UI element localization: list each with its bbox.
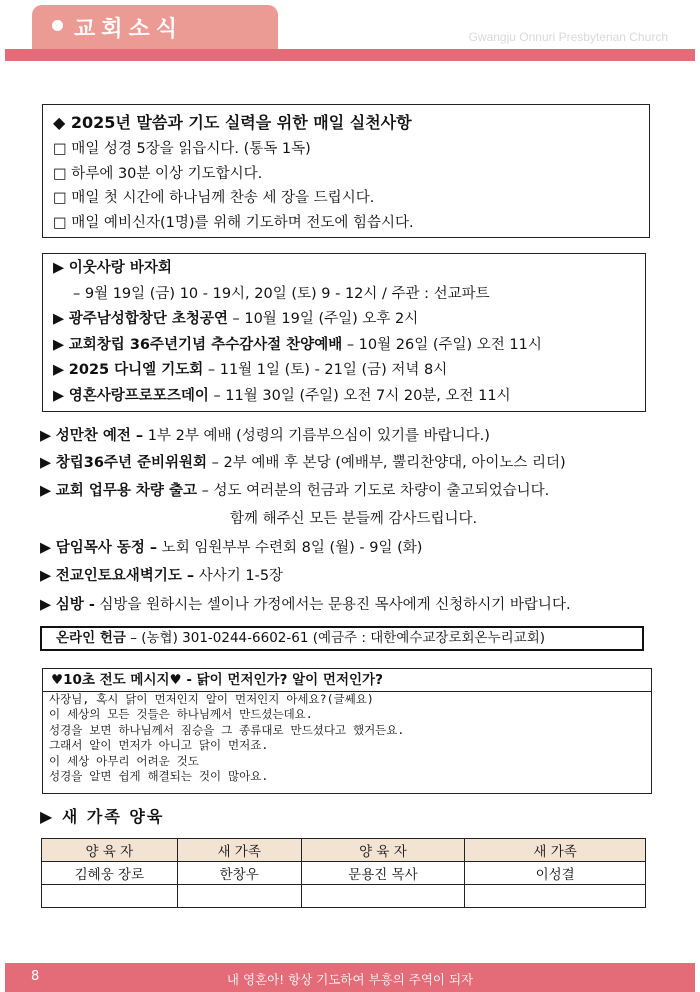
event-detail: – 11월 1일 (토) - 21일 (금) 저녁 8시 <box>203 362 448 379</box>
page-number: 8 <box>31 969 40 984</box>
daily-practice-box <box>42 104 650 238</box>
event-name: 광주남성합창단 초청공연 <box>68 311 228 328</box>
arrow-icon: ▶ <box>40 597 52 613</box>
table-cell <box>42 885 178 908</box>
notice-title: 심방 - <box>55 597 95 613</box>
table-cell <box>177 885 301 908</box>
notice-detail: 노회 임원부부 수련회 8일 (월) - 9일 (화) <box>157 540 423 556</box>
notice-detail: – 성도 여러분의 헌금과 기도로 차량이 출고되었습니다. <box>196 483 550 499</box>
church-name: Gwangju Onnuri Presbyterian Church <box>468 30 668 44</box>
message-line: 그래서 알이 먼저가 아니고 닭이 먼저죠. <box>49 738 269 753</box>
table-header-row <box>42 839 646 862</box>
event-item <box>53 307 635 333</box>
arrow-icon: ▶ <box>53 260 65 276</box>
arrow-icon: ▶ <box>53 362 65 379</box>
event-item <box>53 384 635 410</box>
table-cell: 문용진 목사 <box>301 862 465 885</box>
notice-title: 창립36주년 준비위원회 <box>55 455 208 471</box>
footer-motto: 내 영혼아! 항상 기도하여 부흥의 주역이 되자 <box>226 972 474 987</box>
offering-label: 온라인 헌금 <box>56 630 126 646</box>
event-name: 이웃사랑 바자회 <box>68 260 172 276</box>
event-item <box>53 358 635 384</box>
header-divider <box>5 49 695 61</box>
event-detail: – 10월 26일 (주일) 오전 11시 <box>342 336 542 353</box>
practice-item: □ 매일 예비신자(1명)를 위해 기도하며 전도에 힘씁시다. <box>53 214 414 231</box>
event-detail: – 11월 30일 (주일) 오전 7시 20분, 오전 11시 <box>208 387 511 404</box>
notice-item <box>40 450 566 476</box>
notice-item <box>230 506 477 532</box>
arrow-icon: ▶ <box>40 455 52 471</box>
notice-detail: 함께 해주신 모든 분들께 감사드립니다. <box>230 511 478 527</box>
column-header: 양 육 자 <box>42 839 178 862</box>
arrow-icon: ▶ <box>53 336 65 353</box>
event-detail: – 9월 19일 (금) 10 - 19시, 20일 (토) 9 - 12시 / 주관 : 선교파트 <box>73 285 490 302</box>
arrow-icon: ▶ <box>53 387 65 404</box>
message-line: 이 세상 아무리 어려운 것도 <box>49 753 199 768</box>
event-detail: – 10월 19일 (주일) 오후 2시 <box>227 311 419 328</box>
bullet-dot-icon <box>52 20 63 31</box>
notice-item <box>40 592 571 618</box>
footer-bar <box>5 963 695 992</box>
evangelism-title: ♥10초 전도 메시지♥ - 닭이 먼저인가? 알이 먼저인가? <box>43 669 651 692</box>
column-header: 양 육 자 <box>301 839 465 862</box>
offering-account: – (농협) 301-0244-6602-61 (예금주 : 대한예수교장로회온누리교회) <box>125 630 546 646</box>
event-item <box>53 256 635 282</box>
adoption-section-title: ▶ 새 가족 양육 <box>40 807 165 826</box>
notice-item <box>40 563 283 589</box>
table-cell: 이성결 <box>465 862 646 885</box>
table-cell <box>301 885 465 908</box>
column-header: 새 가족 <box>465 839 646 862</box>
table-cell: 김혜웅 장로 <box>42 862 178 885</box>
notice-title: 전교인토요새벽기도 – <box>55 568 195 584</box>
message-line: 성경을 알면 쉽게 해결되는 것이 많아요. <box>49 768 269 783</box>
arrow-icon: ▶ <box>40 568 52 584</box>
practice-item: □ 매일 성경 5장을 읽읍시다. (통독 1독) <box>53 141 311 157</box>
table-row <box>42 862 646 885</box>
message-line: 이 세상의 모든 것들은 하나님께서 만드셨는데요. <box>49 707 313 722</box>
event-name: 2025 다니엘 기도회 <box>68 362 204 379</box>
notice-detail: 사사기 1-5장 <box>194 568 284 584</box>
table-cell: 한창우 <box>177 862 301 885</box>
column-header: 새 가족 <box>177 839 301 862</box>
adoption-table <box>41 838 646 908</box>
notice-detail: – 2부 예배 후 본당 (예배부, 뿔리찬양대, 아이노스 리더) <box>207 455 566 471</box>
table-row <box>42 885 646 908</box>
notice-detail: 1부 2부 예배 (성령의 기름부으심이 있기를 바랍니다.) <box>143 428 490 444</box>
practice-item: □ 매일 첫 시간에 하나님께 찬송 세 장을 드립시다. <box>53 190 375 206</box>
notice-title: 교회 업무용 차량 출고 <box>55 483 197 499</box>
event-item <box>53 333 635 359</box>
notice-item <box>40 535 422 561</box>
online-offering-box <box>40 626 644 651</box>
message-line: 성경을 보면 하나님께서 짐승을 그 종류대로 만드셨다고 했거든요. <box>49 722 405 737</box>
notice-item <box>40 423 490 449</box>
arrow-icon: ▶ <box>53 311 65 328</box>
daily-practice-title: ◆ 2025년 말씀과 기도 실력을 위한 매일 실천사항 <box>53 113 412 132</box>
events-box <box>42 253 646 412</box>
event-item <box>53 282 635 308</box>
practice-item: □ 하루에 30분 이상 기도합시다. <box>53 165 263 182</box>
arrow-icon: ▶ <box>40 540 52 556</box>
notice-title: 성만찬 예전 – <box>55 428 144 444</box>
message-line: 사장님, 혹시 닭이 먼저인지 알이 먼저인지 아세요?(글쎄요) <box>49 692 374 706</box>
event-name: 영혼사랑프로포즈데이 <box>68 387 209 404</box>
notice-item <box>40 478 549 504</box>
arrow-icon: ▶ <box>40 428 52 444</box>
evangelism-message-box <box>42 668 652 794</box>
table-cell <box>465 885 646 908</box>
event-name: 교회창립 36주년기념 추수감사절 찬양예배 <box>68 336 343 353</box>
arrow-icon: ▶ <box>40 483 52 499</box>
notice-detail: 심방을 원하시는 셀이나 가정에서는 문용진 목사에게 신청하시기 바랍니다. <box>94 597 571 613</box>
page-title: 교회소식 <box>74 17 184 42</box>
notice-title: 담임목사 동정 – <box>55 540 158 556</box>
